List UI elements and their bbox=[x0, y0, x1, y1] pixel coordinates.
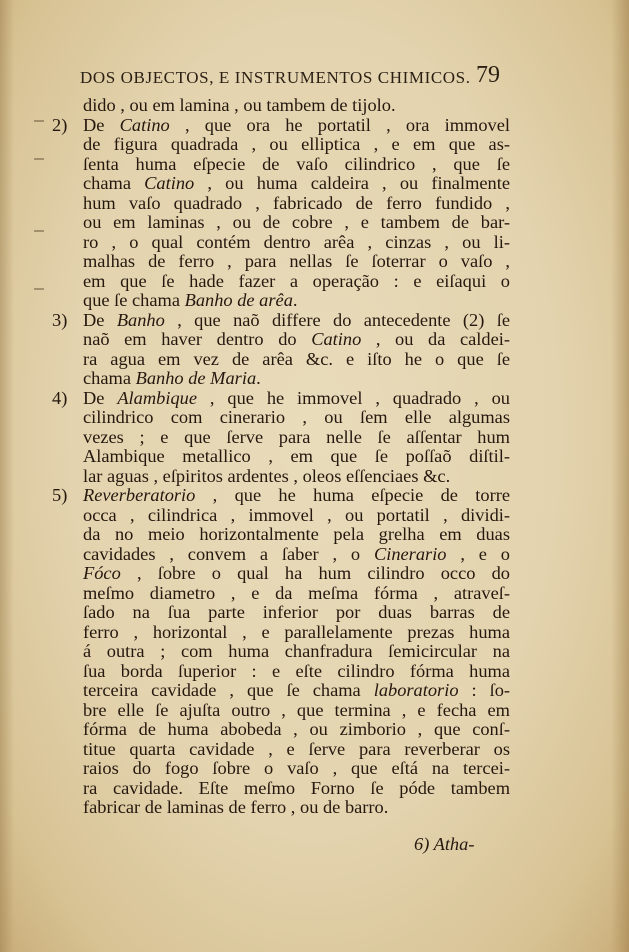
text-line bbox=[52, 369, 522, 389]
line-text: cavidades , convem a ſaber , o Cinerario , e o bbox=[83, 543, 511, 564]
page-left-shadow bbox=[0, 0, 14, 952]
text-line bbox=[52, 506, 522, 526]
line-text: malhas de ferro , para nellas ſe ſoterrar o vaſo , bbox=[83, 251, 510, 271]
text-line bbox=[52, 798, 522, 818]
page-header bbox=[60, 62, 512, 96]
line-text: ra cavidade. Eſte meſmo Forno ſe póde tambem bbox=[83, 777, 510, 798]
text-line bbox=[52, 779, 522, 799]
text-line bbox=[52, 603, 522, 623]
text-line bbox=[52, 428, 522, 448]
line-text: Alambique metallico , em que ſe poſſaõ diſtil- bbox=[83, 446, 510, 466]
running-head: DOS OBJECTOS, E INSTRUMENTOS CHIMICOS. bbox=[80, 68, 471, 87]
line-text: ra agua em vez de arêa &c. e iſto he o que ſe bbox=[83, 348, 510, 369]
text-line bbox=[52, 389, 522, 409]
text-line bbox=[52, 486, 522, 506]
text-line bbox=[52, 740, 522, 760]
text-line bbox=[52, 330, 522, 350]
item-number: 2) bbox=[52, 114, 68, 135]
text-line bbox=[52, 135, 522, 155]
line-text: titue quarta cavidade , e ſerve para reverberar os bbox=[83, 738, 510, 759]
text-line bbox=[52, 642, 522, 662]
text-line bbox=[52, 408, 522, 428]
margin-mark bbox=[34, 230, 44, 232]
text-line bbox=[52, 174, 522, 194]
text-line bbox=[52, 584, 522, 604]
text-line bbox=[52, 155, 522, 175]
text-line bbox=[52, 701, 522, 721]
text-line bbox=[52, 116, 522, 136]
text-line bbox=[52, 720, 522, 740]
text-line bbox=[52, 564, 522, 584]
line-text: De Banho , que naõ differe do antecedente (2) ſe bbox=[83, 309, 510, 330]
text-line bbox=[52, 311, 522, 331]
line-text: ſado na ſua parte inferior por duas barras de bbox=[83, 602, 510, 622]
text-line bbox=[52, 467, 522, 487]
line-text: Fóco , ſobre o qual ha hum cilindro occo do bbox=[83, 563, 510, 583]
text-line bbox=[52, 525, 522, 545]
line-text: dido , ou em lamina , ou tambem de tijolo. bbox=[83, 95, 396, 115]
line-text: De Catino , que ora he portatil , ora immovel bbox=[83, 114, 510, 135]
line-text: ſua borda ſuperior : e eſte cilindro fórma huma bbox=[83, 660, 510, 681]
line-text: hum vaſo quadrado , fabricado de ferro fundido , bbox=[83, 192, 510, 213]
line-text: occa , cilindrica , immovel , ou portatil , dividi- bbox=[83, 504, 510, 525]
line-text: ferro , horizontal , e parallelamente prezas huma bbox=[83, 621, 510, 642]
text-line bbox=[52, 252, 522, 272]
text-line bbox=[52, 291, 522, 311]
text-line bbox=[52, 759, 522, 779]
item-number: 5) bbox=[52, 485, 68, 505]
line-text: cilindrico com cinerario , ou ſem elle algumas bbox=[83, 407, 510, 427]
line-text: de figura quadrada , ou elliptica , e em que as- bbox=[83, 134, 510, 154]
line-text: ro , o qual contém dentro arêa , cinzas , ou li- bbox=[83, 231, 510, 252]
line-text: da no meio horizontalmente pela grelha em duas bbox=[83, 524, 510, 544]
line-text: terceira cavidade , que ſe chama laboratorio : ſo- bbox=[83, 680, 511, 700]
text-line bbox=[52, 350, 522, 370]
line-text: ou em laminas , ou de cobre , e tambem de bar- bbox=[83, 212, 510, 232]
line-text: chama Banho de Maria. bbox=[83, 368, 261, 388]
page-right-shadow bbox=[611, 0, 629, 952]
text-line bbox=[52, 623, 522, 643]
line-text: raios do fogo ſobre o vaſo , que eſtá na tercei- bbox=[83, 758, 510, 778]
body-text bbox=[52, 96, 522, 818]
text-line bbox=[52, 272, 522, 292]
text-line bbox=[52, 447, 522, 467]
text-line bbox=[52, 96, 522, 116]
line-text: fabricar de laminas de ferro , ou de barro. bbox=[83, 797, 389, 817]
margin-mark bbox=[34, 120, 44, 122]
line-text: Reverberatorio , que he huma eſpecie de torre bbox=[83, 485, 510, 505]
line-text: que ſe chama Banho de arêa. bbox=[83, 290, 298, 310]
item-number: 3) bbox=[52, 309, 68, 330]
text-line bbox=[52, 194, 522, 214]
text-line bbox=[52, 233, 522, 253]
line-text: De Alambique , que he immovel , quadrado , ou bbox=[83, 387, 510, 408]
line-text: vezes ; e que ſerve para nelle ſe aſſentar hum bbox=[83, 426, 510, 447]
line-text: ſenta huma eſpecie de vaſo cilindrico , que ſe bbox=[83, 153, 510, 174]
catchword: 6) Atha- bbox=[414, 834, 475, 854]
line-text: meſmo diametro , e da meſma fórma , atraveſ- bbox=[83, 582, 510, 603]
text-line bbox=[52, 662, 522, 682]
line-text: fórma de huma abobeda , ou zimborio , que conſ- bbox=[83, 719, 510, 739]
line-text: á outra ; com huma chanfradura ſemicircular na bbox=[83, 641, 510, 661]
margin-mark bbox=[34, 288, 44, 290]
line-text: naõ em haver dentro do Catino , ou da caldei- bbox=[83, 329, 510, 349]
page-number: 79 bbox=[476, 62, 500, 88]
item-number: 4) bbox=[52, 387, 68, 408]
line-text: bre elle ſe ajuſta outro , que termina , e fecha em bbox=[83, 699, 510, 720]
margin-mark bbox=[34, 158, 44, 160]
line-text: chama Catino , ou huma caldeira , ou finalmente bbox=[83, 173, 511, 193]
text-line bbox=[52, 545, 522, 565]
line-text: lar aguas , eſpiritos ardentes , oleos eſſenciaes &c. bbox=[83, 465, 451, 486]
text-line bbox=[52, 681, 522, 701]
text-line bbox=[52, 213, 522, 233]
line-text: em que ſe hade fazer a operação : e eiſaqui o bbox=[83, 270, 510, 291]
